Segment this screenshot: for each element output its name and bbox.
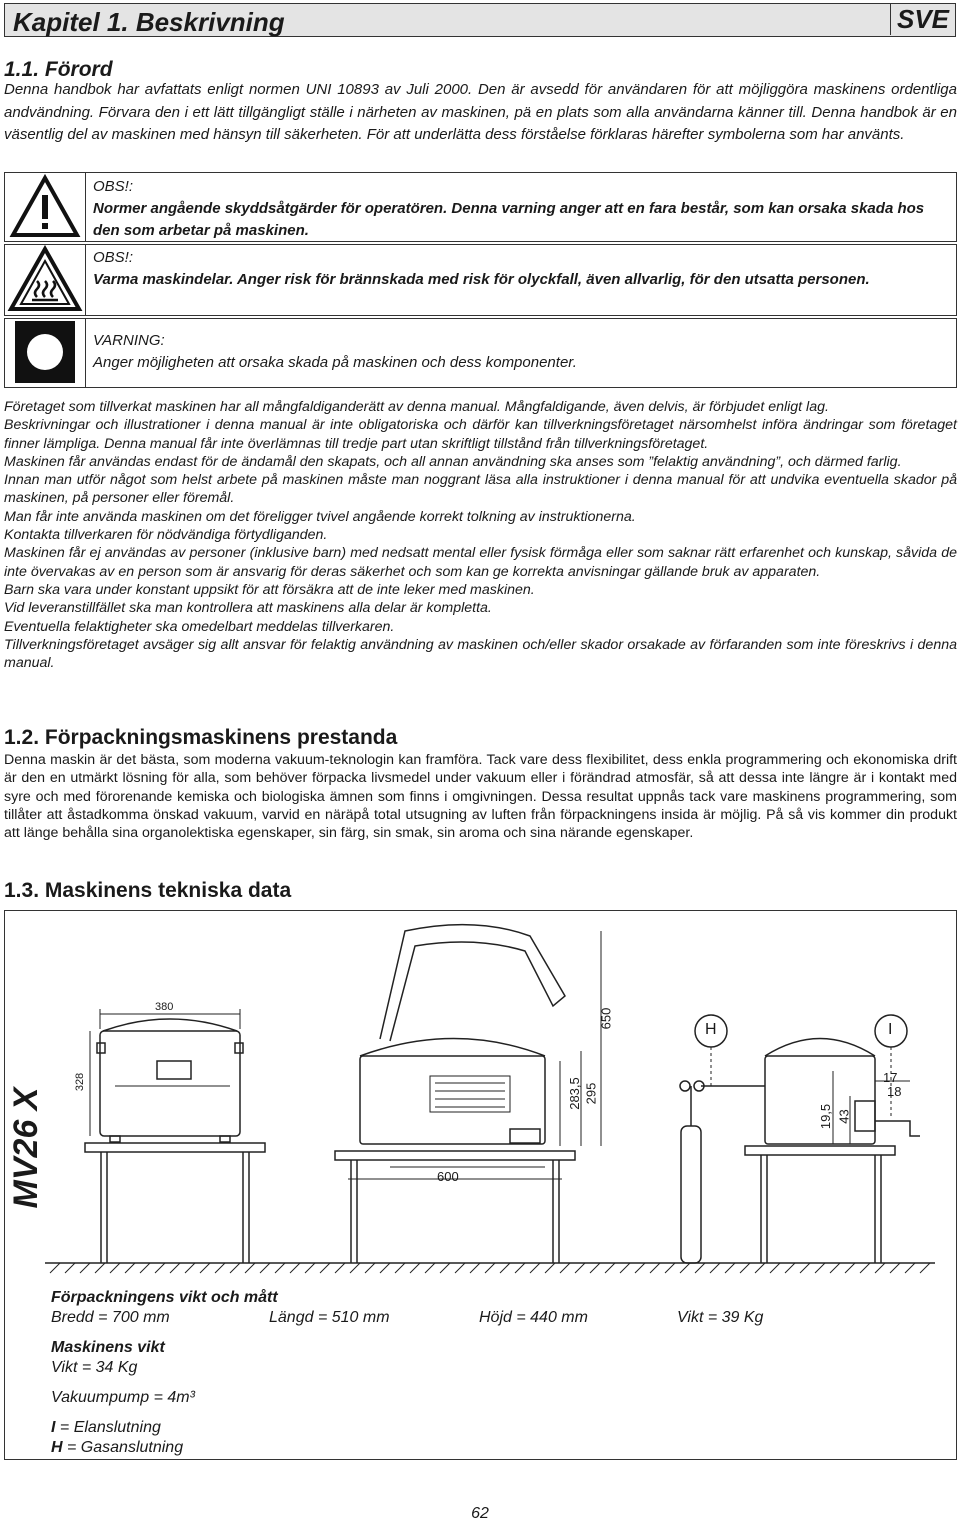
warning-description: Anger möjligheten att orsaka skada på maskinen och dess komponenter.	[93, 354, 577, 371]
warning-label: VARNING:	[93, 332, 165, 349]
language-code: SVE	[890, 4, 955, 35]
spec-machine-title: Maskinens vikt	[51, 1339, 165, 1356]
dim-label: 380	[155, 1001, 174, 1013]
note-paragraph: Vid leveranstillfället ska man kontrollera att maskinens alla delar är kompletta.	[4, 600, 492, 617]
note-paragraph: Eventuella felaktigheter ska omedelbart meddelas tillverkaren.	[4, 618, 395, 635]
dim-label: 18	[887, 1084, 902, 1099]
hot-surface-icon	[5, 245, 86, 315]
warning-text-machine	[93, 330, 946, 374]
electric-connection-label: I	[888, 1021, 893, 1038]
note-paragraph: Företaget som tillverkat maskinen har all mångfaldiganderätt av denna manual. Mångfaldigande, även delvis, är förbjudet enligt lag.	[4, 399, 829, 415]
section-heading-performance: 1.2. Förpackningsmaskinens prestanda	[4, 726, 398, 749]
section-heading-technical-data: 1.3. Maskinens tekniska data	[4, 879, 292, 902]
dim-label: 283,5	[566, 1077, 582, 1110]
note-paragraph: Maskinen får ej användas av personer (inklusive barn) med nedsatt mental eller fysisk förmåga eller som saknar rätt erfarenhet och kunskap, såvida de inte övervakas av en person som är ansvarig för deras säkerhet och som kan ge korrekta anvisningar gällande bruk av apparaten.	[4, 545, 957, 580]
spec-hojd: Höjd = 440 mm	[479, 1309, 588, 1326]
warning-label: OBS!:	[93, 178, 134, 195]
notes-block	[4, 398, 957, 672]
spec-langd: Längd = 510 mm	[269, 1309, 390, 1326]
dim-label: 295	[583, 1082, 599, 1105]
spec-gas: H = Gasanslutning	[51, 1439, 184, 1456]
dim-label: 19,5	[818, 1103, 834, 1130]
warning-description: Varma maskindelar. Anger risk för brännskada med risk för olyckfall, även allvarlig, för den utsatta personen.	[93, 271, 870, 288]
gas-connection-label: H	[705, 1021, 717, 1038]
dim-label: 600	[437, 1169, 459, 1184]
machine-damage-icon	[5, 319, 86, 387]
performance-text: Denna maskin är det bästa, som moderna vakuum-teknologin kan framföra. Tack vare dess flexibilitet, dess enkla programmering och ekonomiska drift är den en utmärkt lösning för alla, som behöver förpacka livsmedel under vakuum eller i förändrad atmosfär, så att dessa inte längre är i kontakt med syre och med förorenande kemiska och biologiska ämnen som finns i omgivningen. Dessa resultat uppnås tack vare maskinens programmering, som tillåter att åstadkomma önskad vakuum, varvid en näräpå total utsugning av luften från förpackningens insida är möjlig. På så vis kommer din produkt att länge behålla sina organolektiska egenskaper, sin färg, sin smak, sin aroma och sina närande egenskaper.	[4, 752, 957, 842]
note-paragraph: Beskrivningar och illustrationer i denna manual är inte obligatoriska och därför kan tillverkningsföretaget närsomhelst införa ändringar som företaget finner lämpliga. Denna manual får inte överlämnas till tredje part utan skriftligt tillstånd från tillverkningsföretaget.	[4, 417, 957, 452]
note-paragraph: Tillverkningsföretaget avsäger sig allt ansvar för felaktig användning av maskinen och/eller skador orsakade av förfaranden som inte föreskrivs i denna manual.	[4, 636, 957, 672]
warning-box-machine	[4, 318, 957, 388]
warning-text-hot	[93, 247, 946, 291]
dim-label: 650	[598, 1007, 614, 1030]
warning-description: Normer angående skyddsåtgärder för operatören. Denna varning anger att en fara består, som kan orsaka skada hos den som arbetar på maskinen.	[93, 200, 925, 239]
spec-machine-weight: Vikt = 34 Kg	[51, 1359, 138, 1376]
spec-bredd: Bredd = 700 mm	[51, 1309, 170, 1326]
technical-drawing-box	[4, 910, 957, 1460]
section-heading-foreword: 1.1. Förord	[4, 58, 113, 81]
spec-vikt: Vikt = 39 Kg	[677, 1309, 764, 1326]
note-paragraph: Innan man utför något som helst arbete på maskinen måste man noggrant läsa alla instruktioner i denna manual för att undvika eventuella skador på maskinen, på personer eller föremål.	[4, 472, 957, 507]
spec-pack-title: Förpackningens vikt och mått	[51, 1289, 278, 1306]
warning-label: OBS!:	[93, 249, 134, 266]
warning-triangle-icon	[5, 173, 86, 241]
spec-pump: Vakuumpump = 4m³	[51, 1389, 195, 1406]
foreword-text: Denna handbok har avfattats enligt normen UNI 10893 av Juli 2000. Den är avsedd för användaren för att möjliggöra maskinens ordentliga andvändning. Förvara den i ett lätt tillgängligt ställe i närheten av maskinen, pä en plats som alla användarna känner till. Denna handbok är en väsentlig del av maskinen med hänsyn till säkerheten. För att underlätta dess förståelse förklaras härefter symbolerna som har använts.	[4, 81, 957, 143]
dim-label: 43	[836, 1109, 852, 1124]
dim-label: 17	[883, 1070, 898, 1085]
note-paragraph: Man får inte använda maskinen om det föreligger tvivel angående korrekt tolkning av instruktionerna.	[4, 508, 636, 525]
spec-electric: I = Elanslutning	[51, 1419, 161, 1436]
page-number: 62	[471, 1505, 489, 1522]
chapter-title: Kapitel 1. Beskrivning	[13, 7, 285, 37]
note-paragraph: Barn ska vara under konstant uppsikt för att försäkra att de inte leker med maskinen.	[4, 581, 535, 598]
machine-drawing	[5, 911, 955, 1281]
model-name: MV26 X	[7, 1087, 45, 1209]
chapter-header	[4, 3, 956, 37]
note-paragraph: Maskinen får användas endast för de ändamål den skapats, och all annan användning ska anses som ”felaktig användning”, och därmed farlig.	[4, 453, 902, 470]
warning-text-operator	[93, 176, 946, 242]
warning-box-operator	[4, 172, 957, 242]
note-paragraph: Kontakta tillverkaren för nödvändiga förtydliganden.	[4, 527, 328, 544]
dim-label: 328	[74, 1072, 87, 1092]
warning-box-hot	[4, 244, 957, 316]
